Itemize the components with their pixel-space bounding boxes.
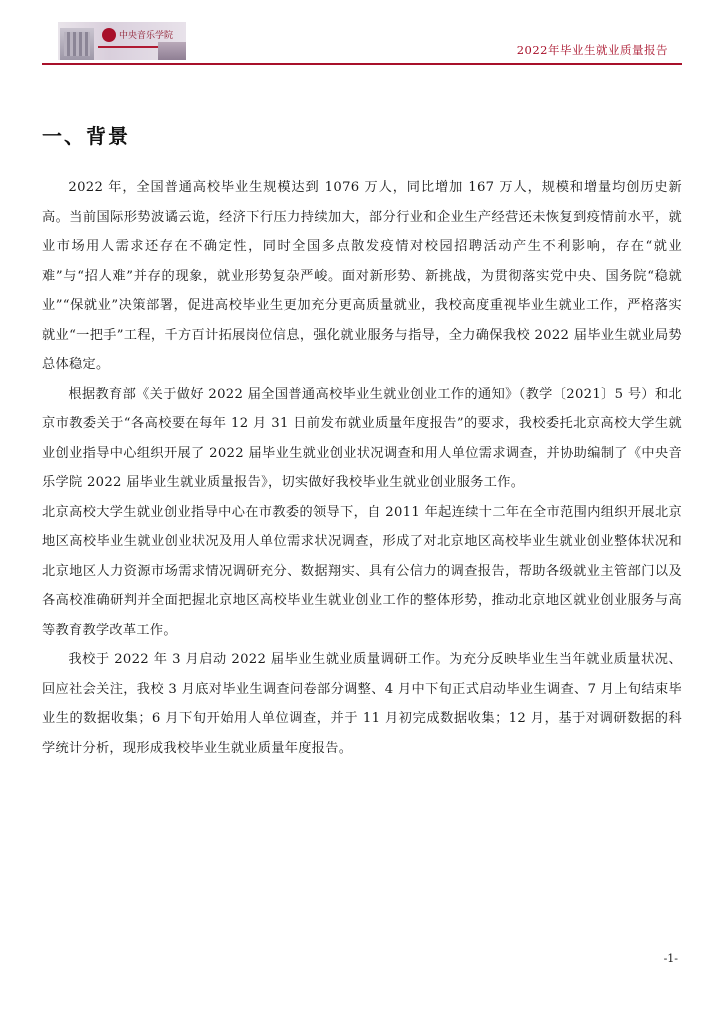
- section-heading: 一、背景: [42, 124, 130, 148]
- body-text: [42, 173, 682, 763]
- paragraph-basis: 根据教育部《关于做好 2022 届全国普通高校毕业生就业创业工作的通知》（教学〔2021〕5 号）和北京市教委关于“各高校要在每年 12 月 31 日前发布就业质量年度报告”的要求，我校委托北京高校大学生就业创业指导中心组织开展了 2022 届毕业生就业创业状况调查和用人单位需求调查，并协助编制了《中央音乐学院 2022 届毕业生就业质量报告》，切实做好我校毕业生就业创业服务工作。: [42, 386, 682, 490]
- page-header: [0, 0, 724, 68]
- school-emblem-icon: [102, 28, 116, 42]
- paragraph-timeline: 我校于 2022 年 3 月启动 2022 届毕业生就业质量调研工作。为充分反映毕业生当年就业质量状况、回应社会关注，我校 3 月底对毕业生调查问卷部分调整、4 月中下旬正式启动毕业生调查、7 月上旬结束毕业生的数据收集；6 月下旬开始用人单位调查，并于 11 月初完成数据收集；12 月，基于对调研数据的科学统计分析，现形成我校毕业生就业质量年度报告。: [42, 652, 682, 756]
- roof-image: [158, 42, 186, 60]
- header-divider: [42, 63, 682, 65]
- school-logo-text: 中央音乐学院: [119, 31, 174, 41]
- page-number: -1-: [663, 952, 678, 965]
- paragraph-background: 2022 年，全国普通高校毕业生规模达到 1076 万人，同比增加 167 万人，规模和增量均创历史新高。当前国际形势波谲云诡，经济下行压力持续加大，部分行业和企业生产经营还未恢复到疫情前水平，就业市场用人需求还存在不确定性，同时全国多点散发疫情对校园招聘活动产生不利影响，存在“就业难”与“招人难”并存的现象，就业形势复杂严峻。面对新形势、新挑战，为贯彻落实党中央、国务院“稳就业”“保就业”决策部署，促进高校毕业生更加充分更高质量就业，我校高度重视毕业生就业工作，严格落实就业“一把手”工程，千方百计拓展岗位信息，强化就业服务与指导，全力确保我校 2022 届毕业生就业局势总体稳定。: [42, 180, 682, 372]
- header-banner-image: [58, 22, 186, 60]
- paragraph-center: 北京高校大学生就业创业指导中心在市教委的领导下，自 2011 年起连续十二年在全市范围内组织开展北京地区高校毕业生就业创业状况及用人单位需求状况调查，形成了对北京地区高校毕业生就业创业整体状况和北京地区人力资源市场需求情况调研充分、数据翔实、具有公信力的调查报告，帮助各级就业主管部门以及各高校准确研判并全面把握北京地区高校毕业生就业创业工作的整体形势，推动北京地区就业创业服务与高等教育教学改革工作。: [42, 504, 682, 638]
- document-title: 2022年毕业生就业质量报告: [516, 43, 668, 57]
- building-image: [60, 28, 94, 60]
